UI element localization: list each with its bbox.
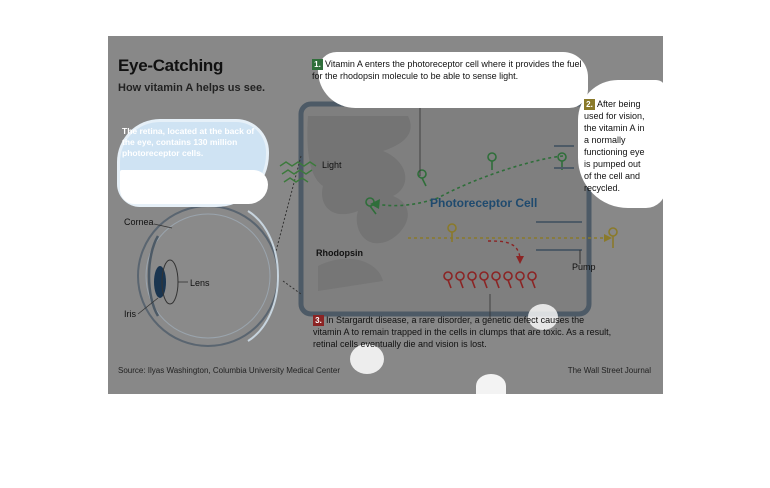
step-1-note [312,58,584,82]
step-3-number: 3. [313,315,324,326]
step-2-text: After being used for vision, the vitamin A in a normally functioning eye is pumped out of the cell and recycled. [584,99,645,193]
light-label: Light [322,160,342,170]
iris-shape [154,266,166,298]
page-subtitle: How vitamin A helps us see. [118,82,266,94]
step-3-text: In Stargardt disease, a rare disorder, a genetic defect causes the vitamin A to remain trapped in the cells in clumps that are toxic. As a result, retinal cells eventually die and vision is lost. [313,315,612,349]
step-1-number: 1. [312,59,323,70]
eye-illustration [138,206,278,346]
source-credit: Source: Ilyas Washington, Columbia University Medical Center [118,366,341,375]
step-3-note [313,314,613,350]
photoreceptor-cell-label: Photoreceptor Cell [430,196,538,210]
pump-label: Pump [572,262,596,272]
page-title: Eye-Catching [118,56,224,75]
retina-callout-text: The retina, located at the back of the eye, contains 130 million photoreceptor cells. [122,126,255,158]
infographic-panel [108,36,663,394]
iris-label: Iris [124,309,136,319]
rhodopsin-label: Rhodopsin [316,248,363,258]
step-2-number: 2. [584,99,595,110]
retina-callout-whiteout [120,170,268,204]
step-1-text: Vitamin A enters the photoreceptor cell where it provides the fuel for the rhodopsin molecule to be able to sense light. [312,59,582,81]
step-2-note [584,98,650,194]
publisher-credit: The Wall Street Journal [567,366,651,375]
lens-label: Lens [190,278,210,288]
cornea-label: Cornea [124,217,154,227]
